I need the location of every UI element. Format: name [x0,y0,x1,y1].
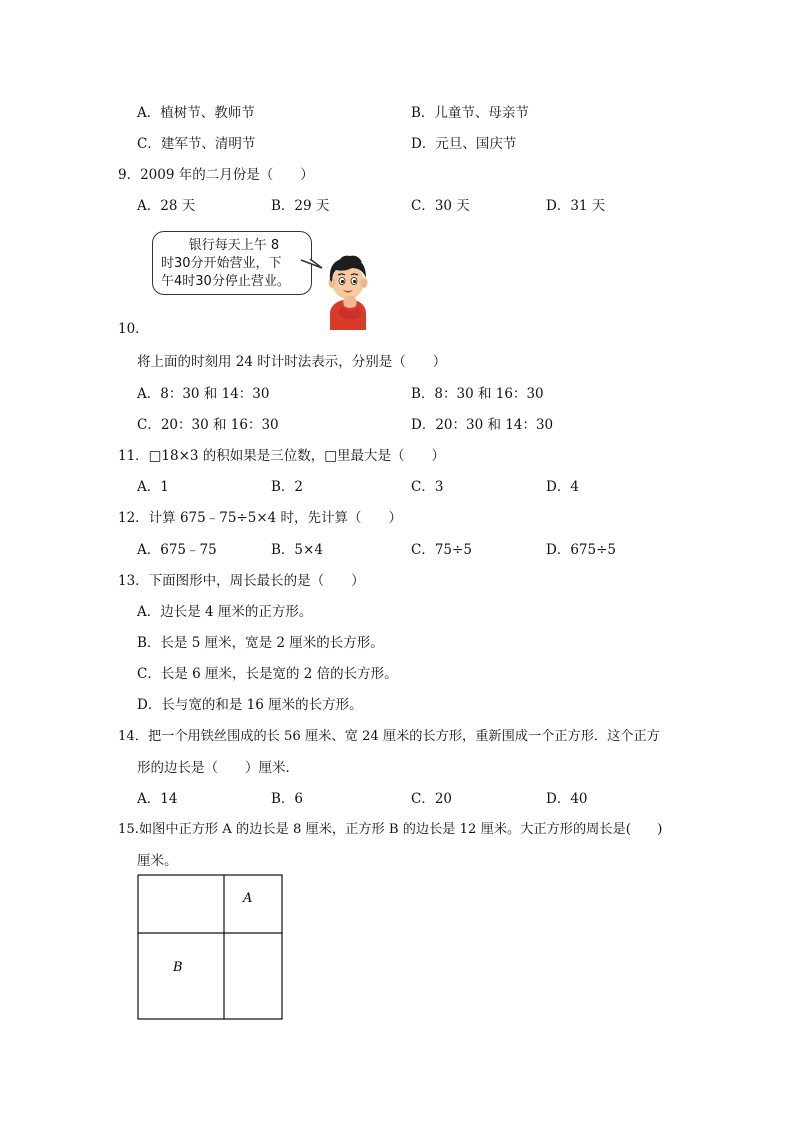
big-square-outline [138,875,282,1019]
q14-option-b: B．6 [271,791,304,807]
q15-stem-line1: 15.如图中正方形 A 的边长是 8 厘米，正方形 B 的边长是 12 厘米。大正方形的周长是( ) [118,822,663,837]
speech-bubble [152,231,312,295]
bubble-line-1: 银行每天上午 8 [188,238,280,253]
q9-option-a: A．28 天 [137,198,196,214]
q11-option-a: A．1 [137,479,169,495]
q14-option-d: D．40 [546,791,588,807]
q10-option-d: D．20：30 和 14：30 [411,417,554,433]
q10-option-b: B．8：30 和 16：30 [411,386,544,402]
q11-stem: 11．□18×3 的积如果是三位数，□里最大是（ ） [118,448,446,464]
q8-option-a: A．植树节、教师节 [137,105,255,121]
q10-stem: 将上面的时刻用 24 时计时法表示，分别是（ ） [137,354,447,370]
q11-option-c: C．3 [411,479,444,495]
q8-option-c: C．建军节、清明节 [137,136,256,152]
q12-option-a: A．675﹣75 [137,542,217,558]
q14-stem-line2: 形的边长是（ ）厘米． [137,760,299,776]
q9-option-b: B．29 天 [271,198,330,214]
q9-option-d: D．31 天 [546,198,606,214]
q15-stem-line2: 厘米。 [137,853,178,869]
q12-option-d: D．675÷5 [546,542,616,558]
q11-option-b: B．2 [271,479,304,495]
q14-option-c: C．20 [411,791,453,807]
q12-option-b: B．5×4 [271,542,323,558]
q8-option-b: B．儿童节、母亲节 [411,105,529,121]
square-a-label: A [243,891,253,906]
q14-stem-line1: 14．把一个用铁丝围成的长 56 厘米、宽 24 厘米的长方形，重新围成一个正方形．这个正方 [118,729,660,744]
q10-option-c: C．20：30 和 16：30 [137,417,279,433]
q13-option-b: B．长是 5 厘米，宽是 2 厘米的长方形。 [137,635,384,651]
q13-option-a: A．边长是 4 厘米的正方形。 [137,604,313,620]
q9-stem: 9．2009 年的二月份是（ ） [118,167,314,183]
q12-option-c: C．75÷5 [411,542,472,558]
q13-option-c: C．长是 6 厘米，长是宽的 2 倍的长方形。 [137,666,398,682]
q9-option-c: C．30 天 [411,198,470,214]
q13-stem: 13．下面图形中，周长最长的是（ ） [118,573,365,589]
q13-option-d: D．长与宽的和是 16 厘米的长方形。 [137,697,363,713]
q11-option-d: D．4 [546,479,579,495]
square-b-label: B [173,960,183,975]
q8-option-d: D．元旦、国庆节 [411,136,517,152]
bubble-line-3: 午4时30分停止营业。 [161,274,290,289]
boy-illustration [318,250,376,330]
bubble-line-2: 时30分开始营业，下 [161,256,282,271]
q12-stem: 12．计算 675﹣75÷5×4 时，先计算（ ） [118,510,403,526]
squares-figure [137,874,284,1022]
q10-number: 10． [118,321,149,337]
q10-option-a: A．8：30 和 14：30 [137,386,270,402]
q14-option-a: A．14 [137,791,178,807]
